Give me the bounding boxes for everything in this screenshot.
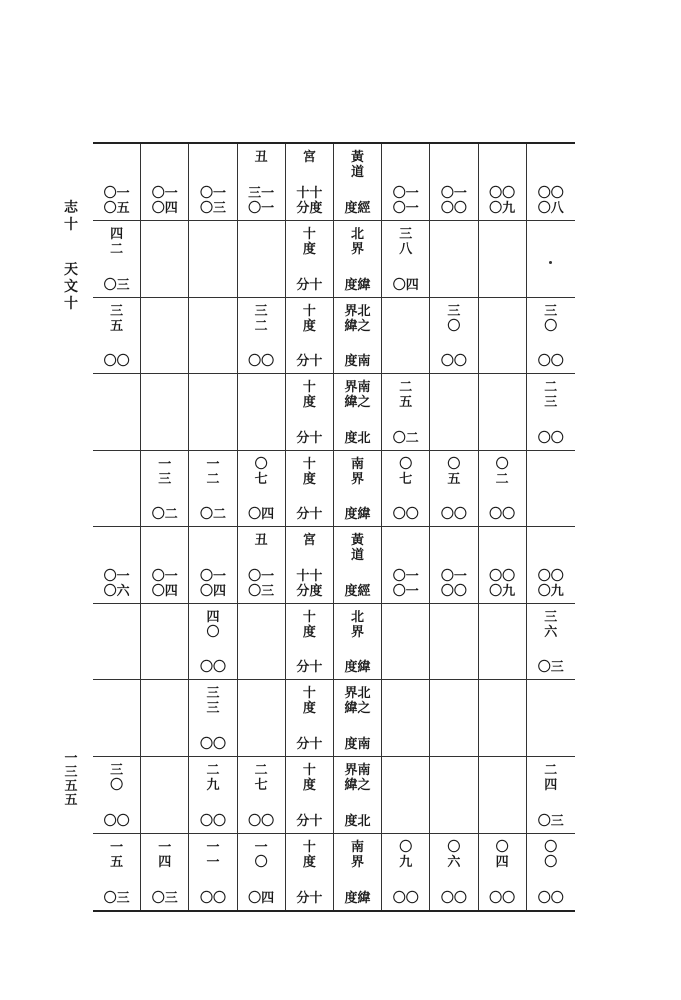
table-cell: [382, 144, 430, 220]
table-cell: [527, 221, 575, 297]
table-cell: [479, 527, 527, 603]
cell-bottom-text: 〇二: [392, 431, 419, 446]
table-cell: [527, 298, 575, 373]
cell-top-text: 十 度: [302, 610, 316, 640]
cell-bottom-text: 〇〇: [103, 354, 130, 369]
table-cell: [527, 451, 575, 526]
cell-bottom-text: 三一 〇一: [248, 186, 275, 216]
cell-top-text: 十 度: [302, 763, 316, 793]
table-cell: [141, 527, 189, 603]
cell-bottom-text: 〇四: [248, 507, 275, 522]
cell-top-text: 北 界: [351, 227, 365, 257]
cell-bottom-text: 〇〇: [489, 891, 516, 906]
table-row: [93, 834, 575, 910]
table-row: [93, 144, 575, 221]
cell-top-text: 十 度: [302, 686, 316, 716]
table-cell: [527, 604, 575, 679]
table-cell: [238, 374, 286, 450]
cell-bottom-text: 〇一 〇三: [248, 569, 275, 599]
table-row: [93, 527, 575, 604]
cell-top-text: 一 〇: [254, 840, 268, 870]
table-cell: [93, 604, 141, 679]
table-cell: [286, 604, 334, 679]
cell-bottom-text: 分十: [296, 891, 323, 906]
cell-bottom-text: 分十: [296, 278, 323, 293]
table-cell: [286, 680, 334, 756]
cell-bottom-text: 〇〇 〇九: [489, 569, 516, 599]
cell-bottom-text: 〇〇: [392, 891, 419, 906]
table-cell: [141, 757, 189, 833]
table-row: [93, 604, 575, 680]
table-row: [93, 451, 575, 527]
table-cell: [527, 144, 575, 220]
cell-top-text: 北 界: [351, 610, 365, 640]
cell-bottom-text: 分十: [296, 660, 323, 675]
table-cell: [141, 451, 189, 526]
cell-bottom-text: 〇〇: [440, 507, 467, 522]
cell-top-text: 二 五: [399, 380, 413, 410]
page-number: 一 三 五 五: [64, 751, 78, 808]
cell-bottom-text: 〇〇: [199, 660, 226, 675]
cell-bottom-text: 〇〇: [537, 431, 564, 446]
table-cell: [479, 451, 527, 526]
cell-top-text: 一 四: [158, 840, 172, 870]
cell-bottom-text: 分十: [296, 431, 323, 446]
cell-top-text: 三 〇: [544, 304, 558, 334]
cell-top-text: 界北 緯之: [344, 686, 371, 716]
cell-top-text: 黃 道: [351, 533, 365, 563]
table-cell: [93, 144, 141, 220]
cell-top-text: 十 度: [302, 380, 316, 410]
table-cell: [141, 374, 189, 450]
table-cell: [527, 834, 575, 910]
cell-top-text: 一 一: [206, 840, 220, 870]
table-cell: [334, 374, 382, 450]
cell-bottom-text: 〇〇: [440, 891, 467, 906]
cell-top-text: 三 三: [206, 686, 220, 716]
cell-bottom-text: 〇一 〇四: [199, 569, 226, 599]
table-cell: [334, 680, 382, 756]
table-cell: [382, 374, 430, 450]
table-cell: [334, 451, 382, 526]
table-cell: [189, 757, 237, 833]
cell-bottom-text: 〇三: [537, 814, 564, 829]
table-cell: [286, 144, 334, 220]
cell-top-text: 三 六: [544, 610, 558, 640]
cell-bottom-text: 〇一 〇〇: [440, 186, 467, 216]
table-cell: [141, 221, 189, 297]
table-cell: [286, 298, 334, 373]
cell-bottom-text: 十十 分度: [296, 569, 323, 599]
table-cell: [189, 144, 237, 220]
table-cell: [189, 527, 237, 603]
table-cell: [430, 144, 478, 220]
table-cell: [141, 298, 189, 373]
cell-bottom-text: 分十: [296, 814, 323, 829]
table-cell: [479, 604, 527, 679]
cell-bottom-text: 度緯: [344, 660, 371, 675]
cell-bottom-text: 度南: [344, 737, 371, 752]
cell-bottom-text: 〇一 〇一: [392, 186, 419, 216]
table-cell: [430, 374, 478, 450]
table-cell: [286, 757, 334, 833]
cell-top-text: 〇 九: [399, 840, 413, 870]
table-cell: [93, 298, 141, 373]
cell-bottom-text: 〇四: [392, 278, 419, 293]
table-cell: [430, 834, 478, 910]
table-cell: [286, 834, 334, 910]
table-cell: [430, 680, 478, 756]
table-cell: [189, 298, 237, 373]
cell-top-text: 界南 緯之: [344, 380, 371, 410]
table-cell: [382, 298, 430, 373]
table-cell: [382, 834, 430, 910]
cell-bottom-text: 〇一 〇四: [151, 569, 178, 599]
table-cell: [430, 604, 478, 679]
cell-top-text: 十 度: [302, 840, 316, 870]
cell-bottom-text: 〇〇 〇九: [489, 186, 516, 216]
cell-bottom-text: 〇一 〇三: [199, 186, 226, 216]
cell-top-text: 〇 五: [447, 457, 461, 487]
cell-bottom-text: 度北: [344, 431, 371, 446]
table-cell: [479, 298, 527, 373]
table-cell: [238, 144, 286, 220]
cell-bottom-text: 〇四: [248, 891, 275, 906]
cell-bottom-text: 〇一 〇〇: [440, 569, 467, 599]
table-cell: [334, 527, 382, 603]
cell-top-text: 〇 四: [495, 840, 509, 870]
chapter-label: 天 文 十: [64, 262, 78, 312]
cell-bottom-text: 〇一 〇一: [392, 569, 419, 599]
cell-bottom-text: 〇〇: [248, 814, 275, 829]
table-cell: [93, 451, 141, 526]
table-cell: [527, 374, 575, 450]
table-cell: [430, 451, 478, 526]
table-cell: [286, 527, 334, 603]
cell-bottom-text: 度經: [344, 201, 371, 216]
table-cell: [527, 680, 575, 756]
cell-top-text: 〇 七: [254, 457, 268, 487]
table-cell: [93, 757, 141, 833]
table-cell: [189, 834, 237, 910]
cell-bottom-text: 分十: [296, 507, 323, 522]
cell-top-text: 三 二: [254, 304, 268, 334]
cell-top-text: 南 界: [351, 840, 365, 870]
cell-bottom-text: 十十 分度: [296, 186, 323, 216]
table-cell: [334, 834, 382, 910]
cell-top-text: 三 五: [110, 304, 124, 334]
cell-bottom-text: 〇二: [199, 507, 226, 522]
cell-top-text: 〇 〇: [544, 840, 558, 870]
table-cell: [479, 680, 527, 756]
table-cell: [382, 527, 430, 603]
table-row: [93, 757, 575, 834]
cell-top-text: 南 界: [351, 457, 365, 487]
cell-bottom-text: 〇一 〇五: [103, 186, 130, 216]
cell-top-text: 界南 緯之: [344, 763, 371, 793]
table-cell: [382, 680, 430, 756]
table-cell: [286, 451, 334, 526]
star-table: [93, 142, 575, 912]
cell-top-text: 界北 緯之: [344, 304, 371, 334]
cell-top-text: 一 二: [206, 457, 220, 487]
table-row: [93, 298, 575, 374]
cell-top-text: 十 度: [302, 227, 316, 257]
cell-top-text: 四 〇: [206, 610, 220, 640]
cell-bottom-text: 〇〇: [103, 814, 130, 829]
cell-top-text: 一 五: [110, 840, 124, 870]
table-cell: [93, 527, 141, 603]
ink-dot: [549, 261, 552, 264]
table-cell: [286, 374, 334, 450]
cell-bottom-text: 〇〇 〇九: [537, 569, 564, 599]
cell-bottom-text: 度北: [344, 814, 371, 829]
cell-top-text: 三 八: [399, 227, 413, 257]
table-cell: [141, 604, 189, 679]
cell-bottom-text: 分十: [296, 354, 323, 369]
table-cell: [238, 680, 286, 756]
cell-top-text: 〇 七: [399, 457, 413, 487]
table-cell: [382, 221, 430, 297]
table-cell: [93, 221, 141, 297]
cell-bottom-text: 〇一 〇四: [151, 186, 178, 216]
cell-bottom-text: 〇二: [151, 507, 178, 522]
cell-bottom-text: 〇〇: [392, 507, 419, 522]
table-cell: [479, 834, 527, 910]
cell-top-text: 二 七: [254, 763, 268, 793]
cell-top-text: 三 〇: [447, 304, 461, 334]
cell-bottom-text: 度緯: [344, 278, 371, 293]
cell-top-text: 一 三: [158, 457, 172, 487]
volume-label: 志 十: [64, 200, 78, 233]
cell-bottom-text: 度南: [344, 354, 371, 369]
cell-top-text: 宮: [302, 533, 316, 548]
cell-bottom-text: 〇三: [103, 278, 130, 293]
table-cell: [479, 757, 527, 833]
table-cell: [141, 144, 189, 220]
table-cell: [189, 604, 237, 679]
cell-bottom-text: 〇〇: [537, 891, 564, 906]
cell-bottom-text: 〇〇: [199, 737, 226, 752]
cell-bottom-text: 〇〇: [489, 507, 516, 522]
table-cell: [141, 680, 189, 756]
cell-top-text: 丑: [254, 533, 268, 548]
table-cell: [479, 221, 527, 297]
table-cell: [430, 527, 478, 603]
table-cell: [334, 144, 382, 220]
cell-top-text: 四 二: [110, 227, 124, 257]
table-cell: [141, 834, 189, 910]
table-cell: [430, 298, 478, 373]
cell-bottom-text: 〇一 〇六: [103, 569, 130, 599]
table-cell: [238, 604, 286, 679]
table-cell: [334, 221, 382, 297]
table-cell: [238, 221, 286, 297]
cell-bottom-text: 度緯: [344, 891, 371, 906]
table-cell: [93, 374, 141, 450]
table-cell: [430, 757, 478, 833]
cell-top-text: 十 度: [302, 457, 316, 487]
cell-bottom-text: 〇三: [103, 891, 130, 906]
table-cell: [334, 757, 382, 833]
cell-top-text: 〇 六: [447, 840, 461, 870]
table-row: [93, 221, 575, 298]
table-cell: [334, 604, 382, 679]
cell-top-text: 二 九: [206, 763, 220, 793]
table-cell: [238, 757, 286, 833]
table-cell: [527, 757, 575, 833]
cell-top-text: 宮: [302, 150, 316, 165]
table-cell: [382, 451, 430, 526]
table-cell: [189, 221, 237, 297]
table-cell: [527, 527, 575, 603]
cell-top-text: 黃 道: [351, 150, 365, 180]
table-cell: [238, 834, 286, 910]
cell-top-text: 〇 二: [495, 457, 509, 487]
table-cell: [189, 374, 237, 450]
table-cell: [430, 221, 478, 297]
cell-bottom-text: 〇〇: [537, 354, 564, 369]
cell-bottom-text: 〇〇: [440, 354, 467, 369]
table-cell: [334, 298, 382, 373]
table-cell: [189, 680, 237, 756]
cell-bottom-text: 〇〇: [199, 814, 226, 829]
cell-bottom-text: 〇三: [537, 660, 564, 675]
table-cell: [238, 298, 286, 373]
table-row: [93, 680, 575, 757]
cell-top-text: 二 四: [544, 763, 558, 793]
cell-top-text: 十 度: [302, 304, 316, 334]
cell-bottom-text: 〇〇 〇八: [537, 186, 564, 216]
table-cell: [382, 604, 430, 679]
cell-top-text: 三 〇: [110, 763, 124, 793]
cell-bottom-text: 〇〇: [199, 891, 226, 906]
table-row: [93, 374, 575, 451]
table-cell: [189, 451, 237, 526]
table-cell: [238, 451, 286, 526]
cell-bottom-text: 分十: [296, 737, 323, 752]
cell-bottom-text: 度經: [344, 584, 371, 599]
cell-top-text: 二 三: [544, 380, 558, 410]
table-cell: [382, 757, 430, 833]
table-cell: [238, 527, 286, 603]
table-cell: [479, 144, 527, 220]
table-cell: [286, 221, 334, 297]
cell-bottom-text: 〇〇: [248, 354, 275, 369]
cell-bottom-text: 度緯: [344, 507, 371, 522]
table-cell: [479, 374, 527, 450]
table-cell: [93, 680, 141, 756]
cell-bottom-text: 〇三: [151, 891, 178, 906]
table-cell: [93, 834, 141, 910]
cell-top-text: 丑: [254, 150, 268, 165]
